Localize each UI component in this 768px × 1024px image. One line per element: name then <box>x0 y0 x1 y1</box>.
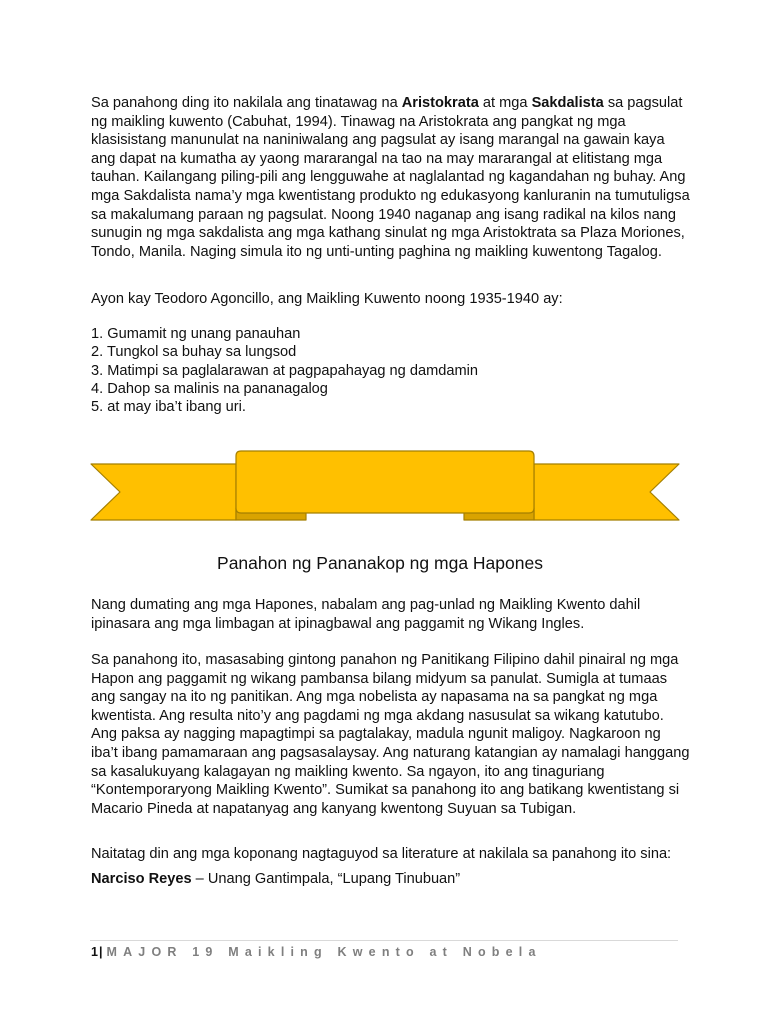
list-item: 2. Tungkol sa buhay sa lungsod <box>91 344 297 361</box>
intro-paragraph <box>91 94 691 261</box>
list-item: 4. Dahop sa malinis na pananagalog <box>91 380 328 397</box>
list-item: 3. Matimpi sa paglalarawan at pagpapahayag ng damdamin <box>91 362 478 379</box>
list-item: 5. at may iba’t ibang uri. <box>91 399 246 416</box>
text-run: Sa panahong ding ito nakilala ang tinatawag na <box>91 95 402 111</box>
text-run: sa pagsulat ng maikling kuwento (Cabuhat, 1994). Tinawag na Aristokrata ang pangkat ng mga klasisistang manunulat na naniniwalang ang pagsulat ay isang marangal na gawain kaya ang dapat na kumatha ay yaong mararangal na tao na may mararangal at elitistang mga tauhan. Kailangang piling-pili ang lengguwahe at naglalantad ng kagandahan ng buhay. Ang mga Sakdalista nama’y mga kwentistang produkto ng edukasyong kanluranin na tumutuligsa sa makalumang paraan ng pagsulat. Noong 1940 naganap ang isang radikal na kilos nang sunugin ng mga sakdalista ang mga kathang sinulat ng mga Aristoktrata sa Plaza Moriones, Tondo, Manila. Naging simula ito ng unti-unting paghina ng maikling kuwentong Tagalog. <box>91 95 690 260</box>
ribbon-right-tail <box>534 464 679 520</box>
hapones-paragraph: Nang dumating ang mga Hapones, nabalam ang pag-unlad ng Maikling Kwento dahil ipinasara ang mga limbagan at ipinagbawal ang paggamit ng Wikang Ingles. <box>91 597 641 632</box>
agoncillo-paragraph: Ayon kay Teodoro Agoncillo, ang Maikling Kuwento noong 1935-1940 ay: <box>91 291 563 307</box>
section-heading: Panahon ng Pananakop ng mga Hapones <box>217 553 543 573</box>
footer-separator: | <box>98 945 103 959</box>
footer-divider <box>90 940 678 941</box>
ribbon-left-tail <box>91 464 236 520</box>
term-aristokrata: Aristokrata <box>401 95 479 111</box>
ribbon-banner <box>90 450 680 522</box>
author-name: Narciso Reyes <box>91 871 192 887</box>
characteristics-list <box>91 325 478 416</box>
page-footer <box>91 944 542 960</box>
text-run: at mga <box>478 95 532 111</box>
list-item: 1. Gumamit ng unang panauhan <box>91 326 301 342</box>
page-number: 1 <box>91 945 99 959</box>
award-paragraph <box>91 870 691 889</box>
golden-age-paragraph: Sa panahong ito, masasabing gintong panahon ng Panitikang Filipino dahil pinairal ng mga Hapon ang paggamit ng wikang pambansa bilang midyum sa panulat. Sumigla at tumaas ang sangay na ito ng panitikan. Ang mga nobelista ay napasama na sa pangkat ng mga kwentista. Ang resulta nito’y ang pagdami ng mga akdang nasusulat sa wikang katutubo. Ang paksa ay nagging mapagtimpi sa pagtalakay, madula ngunit maligoy. Nagkaroon ng iba’t ibang pamamaraan ang pagsasalaysay. Ang naturang katangian ay namalagi hanggang sa kasalukuyang kalagayan ng maikling kwento. Sa ngayon, ito ang tinaguriang “Kontemporaryong Maikling Kwento”. Sumikat sa panahong ito ang batikang kwentistang si Macario Pineda at napatanyag ang kanyang kwentong Suyuan sa Tubigan. <box>91 652 690 817</box>
koponan-paragraph: Naitatag din ang mga koponang nagtaguyod sa literature at nakilala sa panahong ito sina: <box>91 846 672 862</box>
footer-title: MAJOR 19 Maikling Kwento at Nobela <box>106 945 542 959</box>
award-text: – Unang Gantimpala, “Lupang Tinubuan” <box>191 871 461 887</box>
term-sakdalista: Sakdalista <box>531 95 604 111</box>
ribbon-center <box>236 451 534 513</box>
